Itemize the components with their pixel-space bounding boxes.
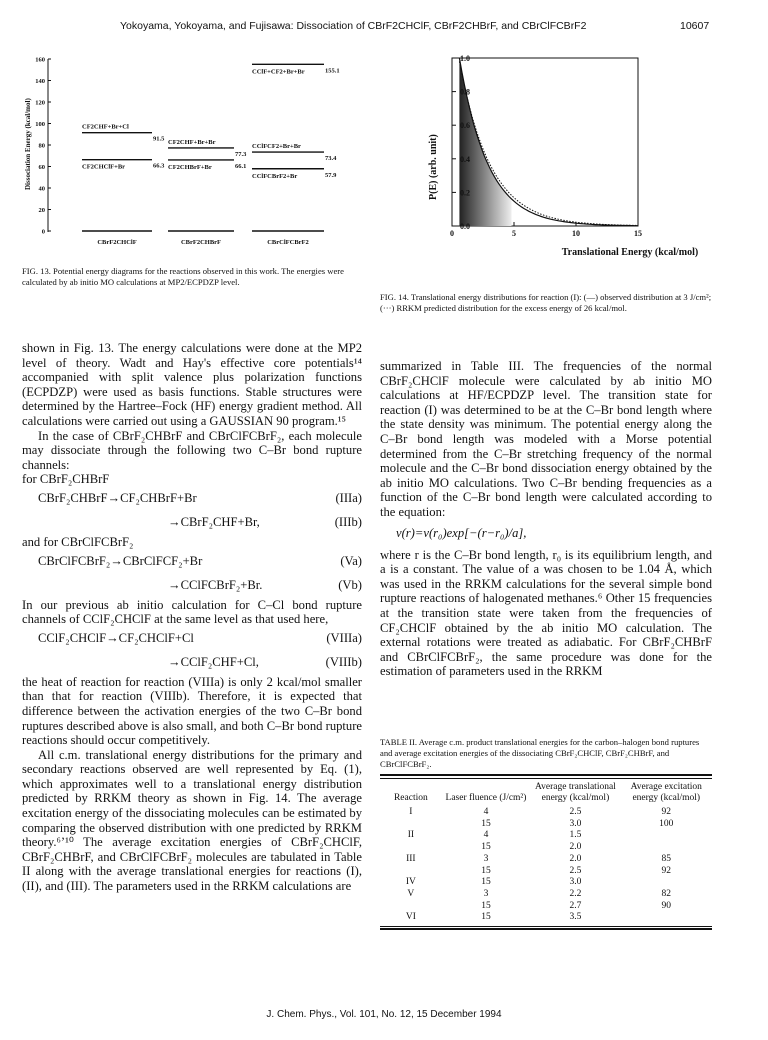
table-cell: 2.5 xyxy=(569,865,582,876)
fig14-ytick-label: 0.8 xyxy=(460,87,470,97)
equation-VIIIa: CClF₂CHClF→CF₂CHClF+Cl (VIIIa) xyxy=(38,630,362,645)
left-para-2: In the case of CBrF₂CHBrF and CBrClFCBrF₂, each molecule may dissociate through the following two C–Br bond rupture channels: xyxy=(22,428,362,472)
table-row xyxy=(380,866,712,878)
fig13-molecule-label: CBrF2CHBrF xyxy=(180,239,222,246)
table-cell: 100 xyxy=(659,818,674,829)
equation-Vb: →CClFCBrF₂+Br. (Vb) xyxy=(168,577,362,592)
table-row xyxy=(380,819,712,831)
fig13-ytick-label: 0 xyxy=(41,228,45,236)
fig14-ylabel: P(E) (arb. unit) xyxy=(428,134,439,200)
table-cell xyxy=(380,842,442,854)
right-para-1: summarized in Table III. The frequencies of the normal CBrF₂CHClF molecule were calculated by ab initio MO calculations at HF/ECPDZP level. The transition state for reaction (I) was determined to be at the C–Br bond length where the state density was minimum. The potential energy along the C–Br bond length was modeled with a Morse potential determined from the C–Br stretching frequency of the normal molecule and the C–Br bond dissociation energy obtained by the ab initio MO calculations. Two C–Br bending frequencies as a function of the C–Br bond length were calculated according to the equation: xyxy=(380,359,712,519)
table-cell: V xyxy=(407,888,415,899)
table-row xyxy=(380,877,712,889)
left-para-5: In our previous ab initio calculation for C–Cl bond rupture channels of CClF₂CHClF at the same level as that used here, xyxy=(22,597,362,627)
table-cell xyxy=(380,819,442,831)
fig14-caption: FIG. 14. Translational energy distributions for reaction (I): (—) observed distribution at 3 J/cm²; (···) RRKM predicted distribution for the excess energy of 26 kcal/mol. xyxy=(380,292,712,313)
table-cell: IV xyxy=(405,877,416,888)
fig13-level-value: 73.4 xyxy=(325,155,337,163)
fig13-ytick-label: 160 xyxy=(35,56,45,64)
table-cell: 2.5 xyxy=(569,807,582,817)
equation-Va: CBrClFCBrF₂→CBrClFCF₂+Br (Va) xyxy=(38,553,362,568)
table-cell: 92 xyxy=(661,807,672,817)
table-row xyxy=(380,807,712,819)
table-row xyxy=(380,901,712,913)
table-row xyxy=(380,842,712,854)
table-cell xyxy=(621,912,712,924)
table-cell: 4 xyxy=(483,830,489,841)
fig13-diagram xyxy=(22,50,362,250)
left-para-4: and for CBrClFCBrF₂ xyxy=(22,534,134,549)
figure-13 xyxy=(22,50,362,250)
table2-caption: TABLE II. Average c.m. product translational energies for the carbon–halogen bond ruptures and average excitation energies of the dissociating CBrF₂CHClF, CBrF₂CHBrF, and CBrClFCBrF₂. xyxy=(380,737,700,769)
fig13-ytick-label: 100 xyxy=(35,121,45,128)
fig13-molecule-label: CBrClFCBrF2 xyxy=(267,239,309,246)
table-cell: 2.2 xyxy=(569,888,582,899)
fig13-level-value: 66.1 xyxy=(235,162,247,170)
fig13-level-label: CClF+CF2+Br+Br xyxy=(252,68,305,76)
fig14-ytick-label: 0.2 xyxy=(460,188,470,198)
fig13-ytick-label: 20 xyxy=(38,207,45,214)
fig13-level-value: 77.3 xyxy=(235,150,247,158)
table-cell: 1.5 xyxy=(569,830,582,841)
table-cell: 15 xyxy=(481,877,491,888)
table-cell: 85 xyxy=(661,853,672,864)
fig13-molecule-label: CBrF2CHClF xyxy=(97,239,137,246)
fig13-level-label: CClFCF2+Br+Br xyxy=(252,143,301,151)
fig13-caption: FIG. 13. Potential energy diagrams for the reactions observed in this work. The energies were calculated by ab initio MO calculations at MP2/ECPDZP level. xyxy=(22,266,344,287)
table-cell: 3.5 xyxy=(569,912,582,923)
right-column xyxy=(380,359,712,679)
table-cell: III xyxy=(406,853,416,864)
table2-header: Average translational energy (kcal/mol) xyxy=(535,782,616,803)
left-column xyxy=(22,341,362,894)
table-cell: 3.0 xyxy=(569,818,582,829)
fig13-level-label: CClFCBrF2+Br xyxy=(252,172,298,180)
table2-header: Reaction xyxy=(393,793,428,803)
table-cell: VI xyxy=(405,912,416,923)
table-cell xyxy=(380,901,442,913)
fig13-level-label: CF2CHBrF+Br xyxy=(168,163,212,171)
fig13-level-value: 155.1 xyxy=(325,67,340,75)
fig14-ytick-label: 0.4 xyxy=(460,154,470,164)
table-cell: 90 xyxy=(661,900,672,911)
table-cell: 15 xyxy=(481,818,491,829)
fig14-xtick-label: 0 xyxy=(450,229,454,238)
table-row xyxy=(380,912,712,924)
table2-header: Average excitation energy (kcal/mol) xyxy=(630,782,702,803)
left-para-3: for CBrF₂CHBrF xyxy=(22,472,110,487)
fig13-level-value: 91.5 xyxy=(153,135,165,143)
table-cell: 15 xyxy=(481,912,491,923)
table-cell: 4 xyxy=(483,807,489,817)
fig14-xlabel: Translational Energy (kcal/mol) xyxy=(561,247,699,258)
fig13-ytick-label: 120 xyxy=(35,99,45,107)
table-cell: 2.0 xyxy=(569,842,582,853)
equation-VIIIb: →CClF₂CHF+Cl, (VIIIb) xyxy=(168,654,362,669)
fig14-xtick-label: 10 xyxy=(572,229,580,238)
table2-header: Laser fluence (J/cm²) xyxy=(445,793,527,803)
fig13-ylabel: Dissociation Energy (kcal/mol) xyxy=(24,98,32,190)
equation-IIIb: →CBrF₂CHF+Br, (IIIb) xyxy=(168,514,362,529)
table-cell: I xyxy=(409,807,413,817)
fig13-ytick-label: 80 xyxy=(38,142,45,150)
table-cell xyxy=(380,866,442,878)
table-row xyxy=(380,854,712,866)
right-para-2: where r is the C–Br bond length, r₀ is its equilibrium length, and a is a constant. The value of a was chosen to be 1.04 Å, which was used in the RRKM calculations for the several simple bond rupture reactions of halogenated methanes.⁶ Other 15 frequencies at the transition state were taken from the frequencies of CF₂CHClF obtained by the ab initio MO calculation. The external rotations were treated as adiabatic. For CBrF₂CHBrF and CBrClFCBrF₂, the same procedure was done for the estimation of parameters used in the RRKM xyxy=(380,547,712,679)
fig13-ytick-label: 140 xyxy=(35,78,45,85)
fig13-level-label: CF2CHF+Br+Br xyxy=(168,138,216,146)
fig13-ytick-label: 60 xyxy=(38,164,45,171)
journal-footer: J. Chem. Phys., Vol. 101, No. 12, 15 December 1994 xyxy=(266,1009,502,1020)
table2-grid xyxy=(380,782,712,924)
fig13-level-label: CF2CHF+Br+Cl xyxy=(82,123,129,131)
fig14-xtick-label: 15 xyxy=(634,229,642,238)
fig14-observed-fill xyxy=(459,58,511,226)
table-cell xyxy=(621,842,712,854)
header-title: Yokoyama, Yokoyama, and Fujisawa: Dissociation of CBrF2CHClF, CBrF2CHBrF, and CBrClFCBrF2 xyxy=(120,20,587,32)
fig13-ytick-label: 40 xyxy=(38,185,45,193)
figure-14 xyxy=(420,50,700,265)
fig14-plot xyxy=(420,50,700,265)
table-cell: 3 xyxy=(483,853,489,864)
fig14-xtick-label: 5 xyxy=(512,229,516,238)
left-para-6: the heat of reaction for reaction (VIIIa) is only 2 kcal/mol smaller than that for reaction (VIIIb). Therefore, it is expected that difference between the activation energies of the two C–Br bond ruptures described above is also small, and both C–Br bond rupture reactions should occur competitively. xyxy=(22,674,362,748)
table-row xyxy=(380,830,712,842)
table-cell: 15 xyxy=(481,865,491,876)
table-cell: 3 xyxy=(483,888,489,899)
page-number: 10607 xyxy=(680,20,710,32)
fig14-ytick-label: 0.0 xyxy=(460,222,470,231)
table-cell: 3.0 xyxy=(569,877,582,888)
fig13-level-label: CF2CHClF+Br xyxy=(82,163,126,171)
fig13-level-value: 57.9 xyxy=(325,171,337,179)
equation-frequency: ν(r)=ν(r₀)exp[−(r−r₀)/a], xyxy=(396,525,527,540)
table-cell: 15 xyxy=(481,842,491,853)
table-cell: 92 xyxy=(661,865,672,876)
table-cell xyxy=(621,830,712,842)
table-cell: 2.7 xyxy=(569,900,582,911)
table-cell xyxy=(621,877,712,889)
table-2 xyxy=(380,774,712,930)
left-para-1: shown in Fig. 13. The energy calculations were done at the MP2 level of theory. Wadt and Hay's effective core potentials¹⁴ accompanied with split valence plus polarization functions (ECPDZP) were used as basis functions. Stable structures were determined by the Hartree–Fock (HF) energy gradient method. All calculations were carried out using a GAUSSIAN 90 program.¹⁵ xyxy=(22,341,362,428)
table-cell: 15 xyxy=(481,900,491,911)
equation-IIIa: CBrF₂CHBrF→CF₂CHBrF+Br (IIIa) xyxy=(38,490,362,505)
table-cell: 82 xyxy=(661,888,672,899)
table-cell: II xyxy=(407,830,415,841)
table-row xyxy=(380,889,712,901)
fig14-ytick-label: 1.0 xyxy=(460,54,470,63)
fig13-level-value: 66.3 xyxy=(153,162,165,170)
fig14-ytick-label: 0.6 xyxy=(460,121,470,131)
table-cell: 2.0 xyxy=(569,853,582,864)
left-para-7: All c.m. translational energy distributions for the primary and secondary reactions observed are well represented by Eq. (1), which approximates well to a translational energy distribution predicted by RRKM theory as shown in Fig. 14. The average excitation energy of the dissociating molecules can be estimated by comparing the observed distribution with one predicted by RRKM theory.⁶ʼ¹⁰ The average excitation energies of CBrF₂CHClF, CBrF₂CHBrF, and CBrClFCBrF₂ molecules are tabulated in Table II along with the average translational energies for reactions (I), (II), and (III). The parameters used in the RRKM calculations are xyxy=(22,747,362,894)
